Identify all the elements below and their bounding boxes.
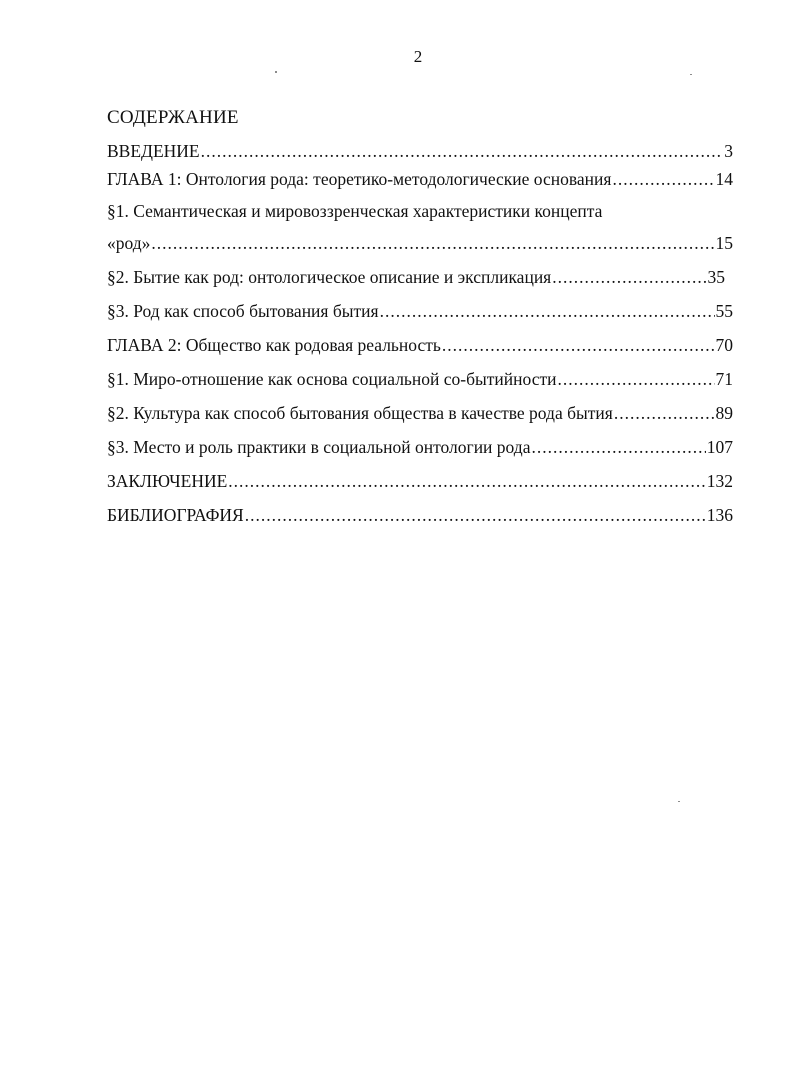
toc-entry-label-line1: §1. Семантическая и мировоззренческая характеристики концепта xyxy=(107,201,603,221)
toc-entry-page: 55 xyxy=(715,301,733,321)
toc-entry-ch2-section-3[interactable] xyxy=(107,430,733,464)
toc-leader-dots xyxy=(614,396,715,430)
toc-entry-page: 3 xyxy=(724,141,733,161)
toc-entry-page: 15 xyxy=(715,233,733,253)
toc-entry-chapter-2[interactable] xyxy=(107,328,733,362)
toc-entry-page: 70 xyxy=(715,335,733,355)
scan-speck xyxy=(690,74,692,75)
toc-entry-conclusion[interactable] xyxy=(107,464,733,498)
toc-entry-ch1-section-2[interactable] xyxy=(107,260,733,294)
toc-leader-dots xyxy=(151,226,714,260)
toc-entry-page: 89 xyxy=(715,403,733,423)
scan-speck xyxy=(678,801,680,802)
toc-entry-page: 107 xyxy=(706,437,733,457)
toc-leader-dots xyxy=(245,498,706,532)
toc-entry-label: ГЛАВА 1: Онтология рода: теоретико-методологические основания xyxy=(107,169,612,189)
toc-entry-page: 14 xyxy=(715,169,733,189)
toc-entry-label: ГЛАВА 2: Общество как родовая реальность xyxy=(107,335,441,355)
table-of-contents xyxy=(107,104,733,532)
toc-entry-chapter-1[interactable] xyxy=(107,162,733,196)
toc-entry-label: ЗАКЛЮЧЕНИЕ xyxy=(107,471,228,491)
toc-entry-label: §1. Миро-отношение как основа социальной со-бытийности xyxy=(107,369,557,389)
toc-entry-label: БИБЛИОГРАФИЯ xyxy=(107,505,244,525)
page-number: 2 xyxy=(413,47,423,66)
toc-entry-introduction[interactable] xyxy=(107,134,733,162)
toc-entry-ch1-section-3[interactable] xyxy=(107,294,733,328)
toc-entry-page: 35 xyxy=(707,267,725,287)
toc-leader-dots xyxy=(531,430,705,464)
toc-leader-dots xyxy=(557,362,714,396)
toc-entry-label: «род» xyxy=(107,233,151,253)
toc-entry-page: 136 xyxy=(706,505,733,525)
toc-entry-label: §3. Место и роль практики в социальной онтологии рода xyxy=(107,437,531,457)
toc-leader-dots xyxy=(228,464,705,498)
toc-leader-dots xyxy=(380,294,715,328)
toc-entry-label: §3. Род как способ бытования бытия xyxy=(107,301,379,321)
toc-entry-ch1-section-1[interactable] xyxy=(107,196,733,260)
toc-entry-bibliography[interactable] xyxy=(107,498,733,532)
toc-entry-page: 71 xyxy=(715,369,733,389)
toc-leader-dots xyxy=(612,162,714,196)
scan-speck xyxy=(275,71,277,73)
toc-entry-ch2-section-2[interactable] xyxy=(107,396,733,430)
toc-heading: СОДЕРЖАНИЕ xyxy=(107,107,239,128)
toc-leader-dots xyxy=(552,260,706,294)
toc-entry-label: ВВЕДЕНИЕ xyxy=(107,141,200,161)
toc-entry-label: §2. Культура как способ бытования общества в качестве рода бытия xyxy=(107,403,613,423)
toc-entry-page: 132 xyxy=(706,471,733,491)
toc-entry-label: §2. Бытие как род: онтологическое описание и экспликация xyxy=(107,267,552,287)
toc-leader-dots xyxy=(442,328,715,362)
toc-entry-ch2-section-1[interactable] xyxy=(107,362,733,396)
